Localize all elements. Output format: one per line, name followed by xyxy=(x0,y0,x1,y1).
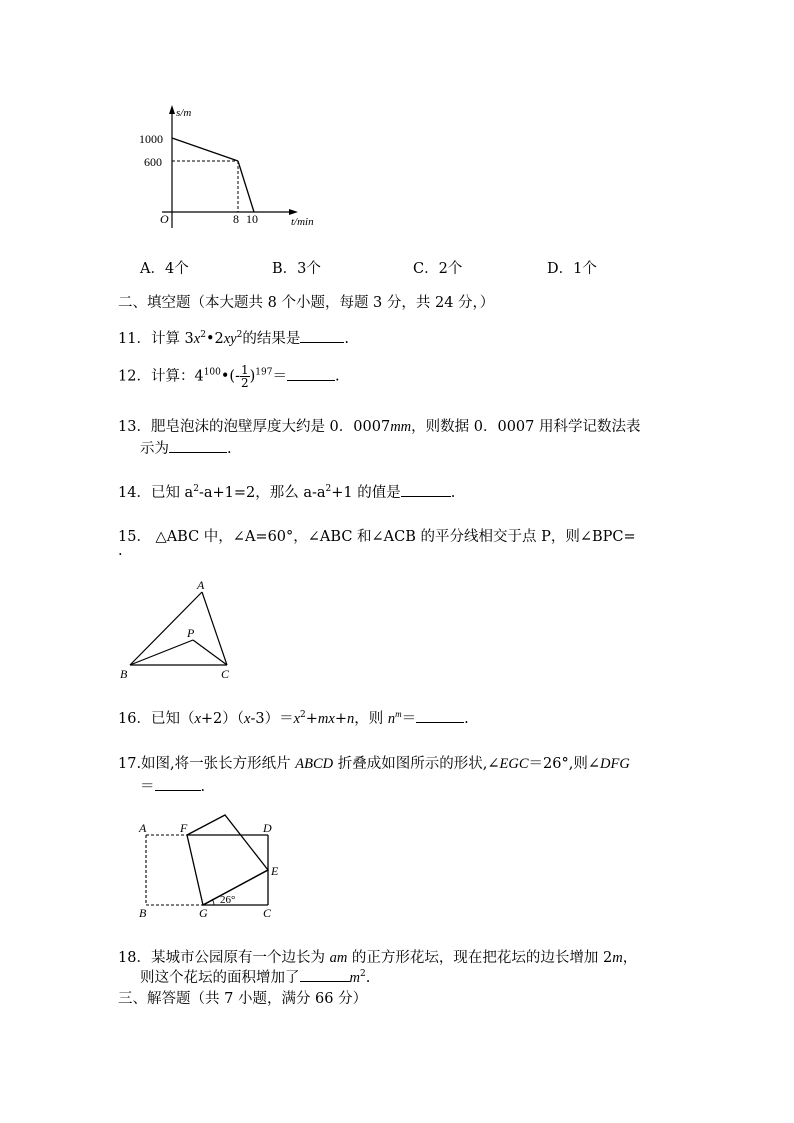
option-b: B．3个 xyxy=(272,261,321,277)
question-12: 12．计算：$4^{100}•(-$ $\frac{1}{2}$ )$^{197}$＝ . xyxy=(118,363,340,390)
x-axis-label: t/min xyxy=(291,216,314,228)
question-11: 11．计算 $3x^2•2xy^2$的结果是 . xyxy=(118,330,349,347)
point-label-p: P xyxy=(187,626,195,640)
x-tick-8: 8 xyxy=(233,212,239,226)
origin-label: O xyxy=(160,212,169,226)
fold-label-a: A xyxy=(139,821,147,835)
vertex-label-b: B xyxy=(120,667,128,681)
x-tick-10: 10 xyxy=(246,212,258,226)
question-15-tail: . xyxy=(118,543,123,559)
fold-label-f: F xyxy=(180,821,188,835)
fold-label-c: C xyxy=(263,906,272,920)
section3-heading: 三、解答题（共 7 小题，满分 66 分） xyxy=(118,991,368,1007)
option-d: D．1个 xyxy=(547,261,597,277)
y-tick-1000: 1000 xyxy=(139,132,163,146)
question-18-line2: 则这个花坛的面积增加了 $m^2$. xyxy=(140,969,371,986)
question-17-line1: 17.如图,将一张长方形纸片 ABCD 折叠成如图所示的形状,∠EGC＝26°,则∠DFG xyxy=(118,756,630,772)
question-16: 16．已知$(x+2)(x-3)=x^2+mx+n$，则 $n^m=$ . xyxy=(118,709,469,727)
fold-label-e: E xyxy=(271,864,279,878)
vertex-label-c: C xyxy=(221,667,230,681)
triangle-figure xyxy=(120,578,230,681)
question-17-line2: ＝ . xyxy=(140,779,206,795)
question-13-line2: 示为 . xyxy=(140,441,232,457)
fold-label-b: B xyxy=(139,906,147,920)
question-15: 15． △ABC 中，∠A=60°，∠ABC 和∠ACB 的平分线相交于点 P，则∠BPC= xyxy=(118,529,636,545)
question-14: 14．已知 $a^2-a+1=2$，那么 $a-a^2+1$ 的值是 . xyxy=(118,484,456,501)
fold-label-d: D xyxy=(263,821,272,835)
y-axis-label: s/m xyxy=(176,107,192,119)
vertex-label-a: A xyxy=(197,578,205,592)
option-c: C．2个 xyxy=(413,261,463,277)
y-tick-600: 600 xyxy=(144,155,162,169)
option-a: A．4个 xyxy=(140,261,189,277)
fold-label-g: G xyxy=(199,906,208,920)
section2-heading: 二、填空题（本大题共 8 个小题，每题 3 分，共 24 分，） xyxy=(118,295,495,311)
question-18-line1: 18．某城市公园原有一个边长为 am 的正方形花坛，现在把花坛的边长增加 2m， xyxy=(118,950,638,966)
question-13-line1: 13．肥皂泡沫的泡壁厚度大约是 0．0007mm，则数据 0．0007 用科学记数法表 xyxy=(118,419,641,435)
folded-rectangle-figure xyxy=(138,815,279,920)
fold-angle-label: 26° xyxy=(220,894,236,906)
